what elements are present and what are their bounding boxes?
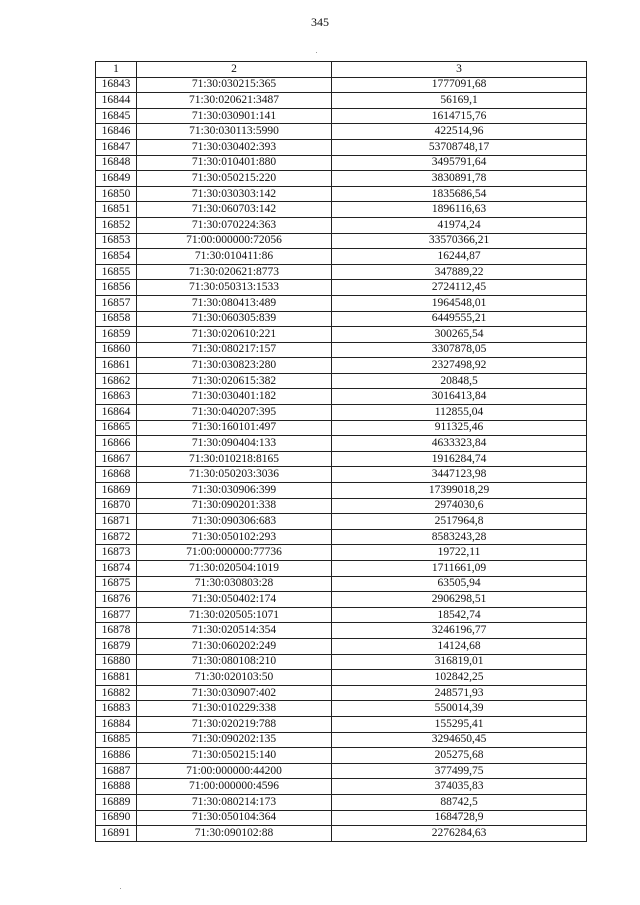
- scan-speck: [120, 888, 121, 889]
- row-number-cell: 16863: [96, 389, 137, 405]
- table-row: [96, 638, 587, 654]
- row-number-cell: 16851: [96, 202, 137, 218]
- table-row: [96, 249, 587, 265]
- row-number-cell: 16849: [96, 171, 137, 187]
- row-number-cell: 16847: [96, 139, 137, 155]
- row-number-cell: 16857: [96, 295, 137, 311]
- cadastral-number-cell: 71:00:000000:4596: [137, 779, 332, 795]
- row-number-cell: 16853: [96, 233, 137, 249]
- value-cell: 1614715,76: [332, 108, 587, 124]
- row-number-cell: 16845: [96, 108, 137, 124]
- table-row: [96, 77, 587, 93]
- row-number-cell: 16886: [96, 748, 137, 764]
- table-row: [96, 311, 587, 327]
- table-row: [96, 670, 587, 686]
- table-row: [96, 576, 587, 592]
- table-row: [96, 327, 587, 343]
- table-row: [96, 295, 587, 311]
- cadastral-number-cell: 71:00:000000:77736: [137, 545, 332, 561]
- value-cell: 3830891,78: [332, 171, 587, 187]
- row-number-cell: 16856: [96, 280, 137, 296]
- cadastral-number-cell: 71:30:020615:382: [137, 373, 332, 389]
- value-cell: 2974030,6: [332, 498, 587, 514]
- cadastral-number-cell: 71:00:000000:72056: [137, 233, 332, 249]
- cadastral-number-cell: 71:00:000000:44200: [137, 763, 332, 779]
- row-number-cell: 16844: [96, 93, 137, 109]
- cadastral-number-cell: 71:30:080108:210: [137, 654, 332, 670]
- cadastral-number-cell: 71:30:030402:393: [137, 139, 332, 155]
- table-row: [96, 358, 587, 374]
- row-number-cell: 16852: [96, 217, 137, 233]
- data-table: [95, 61, 587, 842]
- value-cell: 2276284,63: [332, 826, 587, 842]
- row-number-cell: 16861: [96, 358, 137, 374]
- table-row: [96, 592, 587, 608]
- row-number-cell: 16889: [96, 794, 137, 810]
- row-number-cell: 16868: [96, 467, 137, 483]
- value-cell: 16244,87: [332, 249, 587, 265]
- row-number-cell: 16859: [96, 327, 137, 343]
- value-cell: 1777091,68: [332, 77, 587, 93]
- table-row: [96, 545, 587, 561]
- page-number: 345: [311, 15, 329, 29]
- value-cell: 2906298,51: [332, 592, 587, 608]
- cadastral-number-cell: 71:30:020514:354: [137, 623, 332, 639]
- value-cell: 205275,68: [332, 748, 587, 764]
- column-header-3: 3: [332, 62, 587, 78]
- value-cell: 6449555,21: [332, 311, 587, 327]
- row-number-cell: 16888: [96, 779, 137, 795]
- table-row: [96, 779, 587, 795]
- cadastral-number-cell: 71:30:050104:364: [137, 810, 332, 826]
- row-number-cell: 16843: [96, 77, 137, 93]
- cadastral-number-cell: 71:30:090201:338: [137, 498, 332, 514]
- table-row: [96, 561, 587, 577]
- row-number-cell: 16864: [96, 405, 137, 421]
- value-cell: 422514,96: [332, 124, 587, 140]
- row-number-cell: 16846: [96, 124, 137, 140]
- value-cell: 1835686,54: [332, 186, 587, 202]
- value-cell: 300265,54: [332, 327, 587, 343]
- cadastral-number-cell: 71:30:060703:142: [137, 202, 332, 218]
- value-cell: 316819,01: [332, 654, 587, 670]
- value-cell: 347889,22: [332, 264, 587, 280]
- cadastral-number-cell: 71:30:060202:249: [137, 638, 332, 654]
- cadastral-number-cell: 71:30:020621:8773: [137, 264, 332, 280]
- value-cell: 3307878,05: [332, 342, 587, 358]
- row-number-cell: 16875: [96, 576, 137, 592]
- row-number-cell: 16883: [96, 701, 137, 717]
- row-number-cell: 16862: [96, 373, 137, 389]
- table-body: [96, 77, 587, 841]
- cadastral-number-cell: 71:30:030113:5990: [137, 124, 332, 140]
- table-row: [96, 529, 587, 545]
- row-number-cell: 16884: [96, 716, 137, 732]
- value-cell: 4633323,84: [332, 436, 587, 452]
- cadastral-number-cell: 71:30:050215:220: [137, 171, 332, 187]
- value-cell: 3016413,84: [332, 389, 587, 405]
- cadastral-number-cell: 71:30:050402:174: [137, 592, 332, 608]
- row-number-cell: 16890: [96, 810, 137, 826]
- scan-speck: [316, 52, 317, 53]
- value-cell: 41974,24: [332, 217, 587, 233]
- row-number-cell: 16848: [96, 155, 137, 171]
- value-cell: 63505,94: [332, 576, 587, 592]
- value-cell: 14124,68: [332, 638, 587, 654]
- cadastral-number-cell: 71:30:050215:140: [137, 748, 332, 764]
- cadastral-number-cell: 71:30:010411:86: [137, 249, 332, 265]
- row-number-cell: 16866: [96, 436, 137, 452]
- table-row: [96, 124, 587, 140]
- cadastral-number-cell: 71:30:050313:1533: [137, 280, 332, 296]
- value-cell: 911325,46: [332, 420, 587, 436]
- table-row: [96, 514, 587, 530]
- value-cell: 1896116,63: [332, 202, 587, 218]
- value-cell: 374035,83: [332, 779, 587, 795]
- cadastral-number-cell: 71:30:090102:88: [137, 826, 332, 842]
- value-cell: 3495791,64: [332, 155, 587, 171]
- table-row: [96, 654, 587, 670]
- row-number-cell: 16854: [96, 249, 137, 265]
- table-row: [96, 623, 587, 639]
- table-row: [96, 155, 587, 171]
- cadastral-number-cell: 71:30:010218:8165: [137, 451, 332, 467]
- row-number-cell: 16891: [96, 826, 137, 842]
- cadastral-number-cell: 71:30:090404:133: [137, 436, 332, 452]
- value-cell: 33570366,21: [332, 233, 587, 249]
- value-cell: 2517964,8: [332, 514, 587, 530]
- value-cell: 17399018,29: [332, 483, 587, 499]
- table-row: [96, 810, 587, 826]
- table-row: [96, 280, 587, 296]
- table-row: [96, 373, 587, 389]
- value-cell: 3246196,77: [332, 623, 587, 639]
- cadastral-number-cell: 71:30:070224:363: [137, 217, 332, 233]
- value-cell: 248571,93: [332, 685, 587, 701]
- row-number-cell: 16877: [96, 607, 137, 623]
- table-row: [96, 139, 587, 155]
- value-cell: 155295,41: [332, 716, 587, 732]
- row-number-cell: 16871: [96, 514, 137, 530]
- table-header: [96, 62, 587, 78]
- row-number-cell: 16881: [96, 670, 137, 686]
- row-number-cell: 16876: [96, 592, 137, 608]
- cadastral-number-cell: 71:30:020103:50: [137, 670, 332, 686]
- table-row: [96, 202, 587, 218]
- cadastral-number-cell: 71:30:020621:3487: [137, 93, 332, 109]
- cadastral-number-cell: 71:30:030401:182: [137, 389, 332, 405]
- row-number-cell: 16870: [96, 498, 137, 514]
- row-number-cell: 16860: [96, 342, 137, 358]
- table-row: [96, 607, 587, 623]
- table-row: [96, 186, 587, 202]
- value-cell: 8583243,28: [332, 529, 587, 545]
- cadastral-number-cell: 71:30:030901:141: [137, 108, 332, 124]
- table-row: [96, 716, 587, 732]
- column-header-2: 2: [137, 62, 332, 78]
- cadastral-number-cell: 71:30:030803:28: [137, 576, 332, 592]
- header-row: [96, 62, 587, 78]
- value-cell: 377499,75: [332, 763, 587, 779]
- table-row: [96, 748, 587, 764]
- cadastral-number-cell: 71:30:020610:221: [137, 327, 332, 343]
- table-row: [96, 483, 587, 499]
- table-row: [96, 93, 587, 109]
- row-number-cell: 16874: [96, 561, 137, 577]
- cadastral-number-cell: 71:30:020505:1071: [137, 607, 332, 623]
- value-cell: 56169,1: [332, 93, 587, 109]
- cadastral-number-cell: 71:30:090202:135: [137, 732, 332, 748]
- cadastral-number-cell: 71:30:160101:497: [137, 420, 332, 436]
- table-row: [96, 451, 587, 467]
- cadastral-number-cell: 71:30:010229:338: [137, 701, 332, 717]
- table-row: [96, 171, 587, 187]
- table-row: [96, 498, 587, 514]
- table-row: [96, 763, 587, 779]
- row-number-cell: 16880: [96, 654, 137, 670]
- cadastral-number-cell: 71:30:080214:173: [137, 794, 332, 810]
- table-row: [96, 264, 587, 280]
- value-cell: 550014,39: [332, 701, 587, 717]
- value-cell: 18542,74: [332, 607, 587, 623]
- cadastral-number-cell: 71:30:030907:402: [137, 685, 332, 701]
- table-row: [96, 436, 587, 452]
- value-cell: 53708748,17: [332, 139, 587, 155]
- value-cell: 102842,25: [332, 670, 587, 686]
- table-row: [96, 389, 587, 405]
- table-row: [96, 701, 587, 717]
- value-cell: 20848,5: [332, 373, 587, 389]
- value-cell: 19722,11: [332, 545, 587, 561]
- cadastral-number-cell: 71:30:080217:157: [137, 342, 332, 358]
- cadastral-number-cell: 71:30:080413:489: [137, 295, 332, 311]
- value-cell: 1711661,09: [332, 561, 587, 577]
- value-cell: 3447123,98: [332, 467, 587, 483]
- row-number-cell: 16855: [96, 264, 137, 280]
- cadastral-number-cell: 71:30:030303:142: [137, 186, 332, 202]
- cadastral-number-cell: 71:30:050102:293: [137, 529, 332, 545]
- cadastral-number-cell: 71:30:060305:839: [137, 311, 332, 327]
- table-row: [96, 342, 587, 358]
- row-number-cell: 16869: [96, 483, 137, 499]
- value-cell: 1684728,9: [332, 810, 587, 826]
- row-number-cell: 16873: [96, 545, 137, 561]
- cadastral-number-cell: 71:30:050203:3036: [137, 467, 332, 483]
- cadastral-number-cell: 71:30:090306:683: [137, 514, 332, 530]
- row-number-cell: 16867: [96, 451, 137, 467]
- table-row: [96, 233, 587, 249]
- row-number-cell: 16885: [96, 732, 137, 748]
- cadastral-number-cell: 71:30:030823:280: [137, 358, 332, 374]
- row-number-cell: 16872: [96, 529, 137, 545]
- cadastral-number-cell: 71:30:030215:365: [137, 77, 332, 93]
- row-number-cell: 16887: [96, 763, 137, 779]
- value-cell: 2724112,45: [332, 280, 587, 296]
- table-row: [96, 467, 587, 483]
- value-cell: 3294650,45: [332, 732, 587, 748]
- row-number-cell: 16850: [96, 186, 137, 202]
- row-number-cell: 16879: [96, 638, 137, 654]
- value-cell: 1916284,74: [332, 451, 587, 467]
- table-row: [96, 420, 587, 436]
- table-row: [96, 217, 587, 233]
- table-row: [96, 108, 587, 124]
- table-row: [96, 794, 587, 810]
- cadastral-number-cell: 71:30:020504:1019: [137, 561, 332, 577]
- table-row: [96, 685, 587, 701]
- row-number-cell: 16865: [96, 420, 137, 436]
- cadastral-number-cell: 71:30:020219:788: [137, 716, 332, 732]
- cadastral-number-cell: 71:30:030906:399: [137, 483, 332, 499]
- column-header-1: 1: [96, 62, 137, 78]
- value-cell: 1964548,01: [332, 295, 587, 311]
- value-cell: 112855,04: [332, 405, 587, 421]
- cadastral-number-cell: 71:30:010401:880: [137, 155, 332, 171]
- row-number-cell: 16882: [96, 685, 137, 701]
- value-cell: 88742,5: [332, 794, 587, 810]
- value-cell: 2327498,92: [332, 358, 587, 374]
- table-row: [96, 732, 587, 748]
- cadastral-number-cell: 71:30:040207:395: [137, 405, 332, 421]
- table-row: [96, 826, 587, 842]
- row-number-cell: 16858: [96, 311, 137, 327]
- table-row: [96, 405, 587, 421]
- row-number-cell: 16878: [96, 623, 137, 639]
